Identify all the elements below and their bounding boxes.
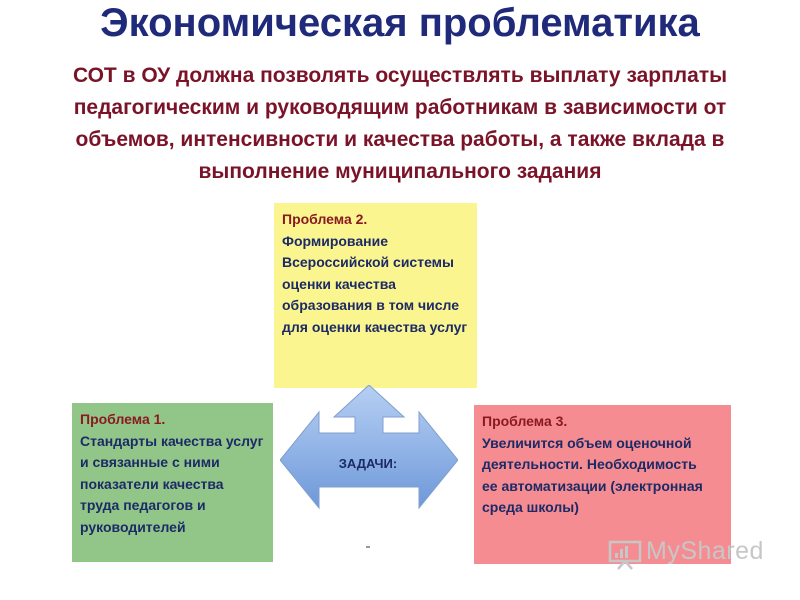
- problem-3-title: Проблема 3.: [482, 413, 568, 429]
- problem-1-text: Стандарты качества услуг и связанные с ними показатели качества труда педагогов и руководителей: [80, 432, 264, 535]
- three-way-arrow-icon: [280, 385, 458, 510]
- problem-1-box: [72, 403, 273, 562]
- problem-1-title: Проблема 1.: [80, 411, 166, 427]
- problem-2-text: Формирование Всероссийской системы оценки качества образования в том числе для оценки качества услуг: [282, 232, 468, 335]
- decorative-dot: [366, 546, 370, 548]
- page-title: Экономическая проблематика: [100, 1, 700, 45]
- presentation-board-icon: [608, 540, 642, 570]
- watermark-text: MyShared: [646, 537, 764, 565]
- subtitle-text: СОТ в ОУ должна позволять осуществлять выплату зарплаты педагогическим и руководящим работникам в зависимости от объемов, интенсивности и качества работы, а также вклада в выполнение муниципального задания: [72, 64, 728, 183]
- problem-2-title: Проблема 2.: [282, 211, 368, 227]
- problem-2-box: [274, 203, 477, 388]
- problem-3-text: Увеличится объем оценочной деятельности. Необходимость ее автоматизации (электронная среда школы): [482, 434, 703, 515]
- arrow-label: ЗАДАЧИ:: [338, 456, 398, 471]
